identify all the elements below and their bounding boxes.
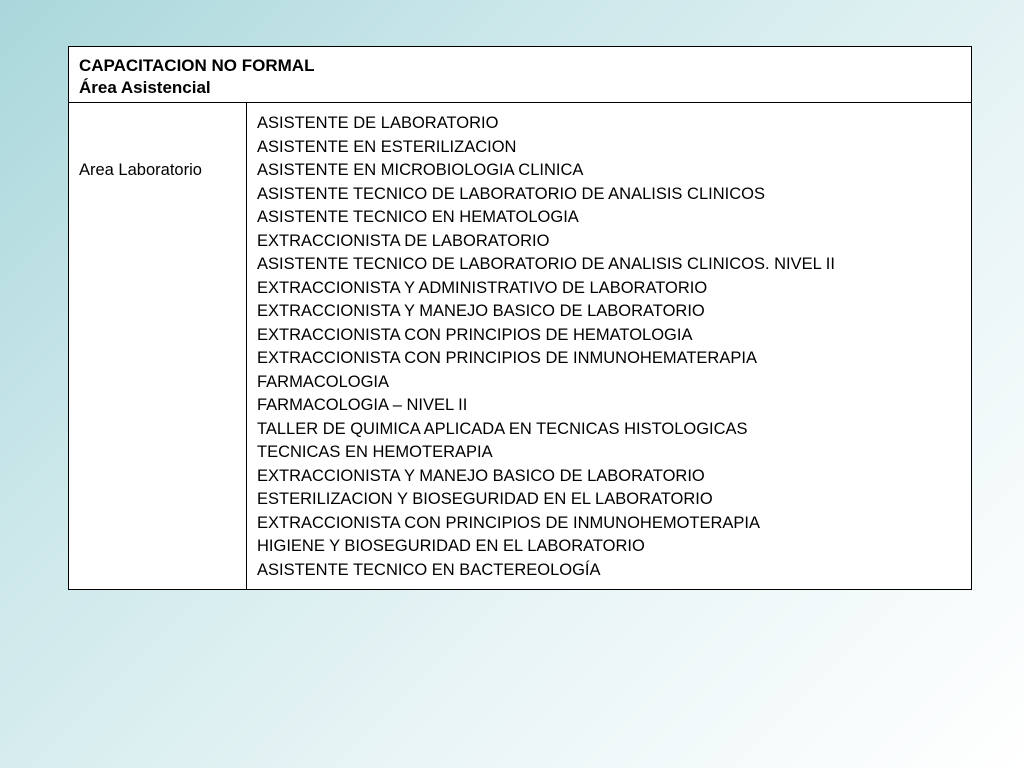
training-table [68, 46, 972, 590]
list-item: FARMACOLOGIA [257, 372, 390, 391]
list-item: ASISTENTE TECNICO DE LABORATORIO DE ANALISIS CLINICOS. NIVEL II [257, 255, 835, 273]
list-item: ASISTENTE TECNICO DE LABORATORIO DE ANALISIS CLINICOS [257, 184, 765, 203]
list-item: EXTRACCIONISTA CON PRINCIPIOS DE HEMATOLOGIA [257, 325, 693, 344]
course-list [257, 112, 971, 582]
table-header-cell [69, 47, 972, 103]
area-label: Area Laboratorio [79, 161, 202, 179]
table-body-row [69, 103, 972, 590]
list-item: EXTRACCIONISTA DE LABORATORIO [257, 231, 550, 250]
list-item: FARMACOLOGIA – NIVEL II [257, 396, 468, 414]
area-label-cell [69, 103, 247, 590]
list-item: HIGIENE Y BIOSEGURIDAD EN EL LABORATORIO [257, 537, 645, 555]
list-item: EXTRACCIONISTA Y MANEJO BASICO DE LABORATORIO [257, 302, 705, 320]
list-item: EXTRACCIONISTA CON PRINCIPIOS DE INMUNOHEMATERAPIA [257, 349, 757, 367]
list-item: EXTRACCIONISTA Y ADMINISTRATIVO DE LABORATORIO [257, 278, 708, 297]
list-item: EXTRACCIONISTA Y MANEJO BASICO DE LABORATORIO [257, 466, 705, 485]
course-list-cell [247, 103, 972, 590]
list-item: TALLER DE QUIMICA APLICADA EN TECNICAS HISTOLOGICAS [257, 419, 748, 438]
table-subtitle: Área Asistencial [79, 78, 211, 97]
list-item: ESTERILIZACION Y BIOSEGURIDAD EN EL LABORATORIO [257, 490, 713, 508]
table-header-row [69, 47, 972, 103]
list-item: ASISTENTE DE LABORATORIO [257, 114, 499, 132]
list-item: ASISTENTE TECNICO EN BACTEREOLOGÍA [257, 560, 601, 579]
list-item: ASISTENTE TECNICO EN HEMATOLOGIA [257, 208, 579, 226]
table-title: CAPACITACION NO FORMAL [79, 56, 315, 75]
list-item: EXTRACCIONISTA CON PRINCIPIOS DE INMUNOHEMOTERAPIA [257, 513, 761, 532]
list-item: ASISTENTE EN MICROBIOLOGIA CLINICA [257, 161, 584, 179]
list-item: ASISTENTE EN ESTERILIZACION [257, 137, 517, 156]
list-item: TECNICAS EN HEMOTERAPIA [257, 443, 493, 461]
